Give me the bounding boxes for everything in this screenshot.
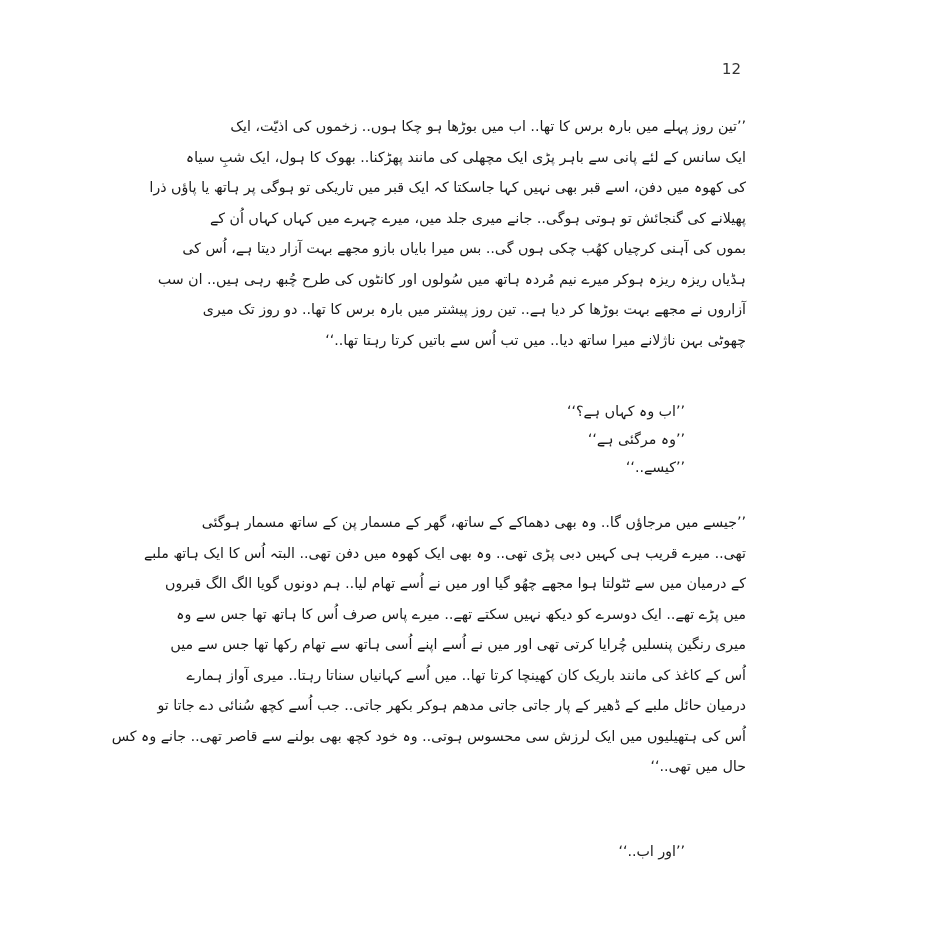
paragraph-line: کے درمیان میں سے ٹٹولتا ہوا مجھے چھُو گیا اور میں نے اُسے تھام لیا.. ہم دونوں گویا الگ الگ قبروں <box>165 576 746 592</box>
paragraph-1 <box>149 112 746 356</box>
dialogue-line-4: ’’اور اب..‘‘ <box>618 844 685 860</box>
paragraph-line: ایک سانس کے لئے پانی سے باہر پڑی ایک مچھلی کی مانند پھڑکنا.. بھوک کا ہول، ایک شبِ سیاہ <box>185 149 746 166</box>
paragraph-line: میری رنگین پنسلیں چُرایا کرتی تھی اور میں نے اُسے اپنے اُسی ہاتھ سے تھام رکھا تھا جس سے میں <box>170 637 746 653</box>
paragraph-line: پھیلانے کی گنجائش تو ہوتی ہوگی.. جانے میری جلد میں، میرے چہرے میں کہاں کہاں اُن کے <box>209 210 746 227</box>
dialogue-line-3: ’’کیسے..‘‘ <box>625 460 685 476</box>
paragraph-line: اُس کے کاغذ کی مانند باریک کان کھینچا کرتا تھا.. میں اُسے کہانیاں سناتا رہتا.. میری آواز ہمارے <box>186 667 746 684</box>
paragraph-line: اُس کی ہتھیلیوں میں ایک لرزش سی محسوس ہوتی.. وہ خود کچھ بھی بولنے سے قاصر تھی.. جانے وہ کس <box>111 728 746 745</box>
paragraph-line: تھی.. میرے قریب ہی کہیں دبی پڑی تھی.. وہ بھی ایک کھوہ میں دفن تھی.. البتہ اُس کا ایک ہاتھ ملبے <box>143 545 746 562</box>
paragraph-line: آزاروں نے مجھے بہت بوڑھا کر دیا ہے.. تین روز پیشتر میں بارہ برس کا تھا.. دو روز تک میری <box>202 302 746 318</box>
paragraph-line: ’’تین روز پہلے میں بارہ برس کا تھا.. اب میں بوڑھا ہو چکا ہوں.. زخموں کی اذیّت، ایک <box>230 119 746 135</box>
paragraph-2 <box>111 508 746 783</box>
paragraph-line: ’’جیسے میں مرجاؤں گا.. وہ بھی دھماکے کے ساتھ، گھر کے مسمار پن کے ساتھ مسمار ہوگئی <box>201 515 746 531</box>
dialogue-line-2: ’’وہ مرگئی ہے‘‘ <box>587 432 685 448</box>
paragraph-line: بموں کی آہنی کرچیاں کھُب چکی ہوں گی.. بس میرا بایاں بازو مجھے بہت آزار دیتا ہے، اُس کی <box>182 241 746 257</box>
paragraph-line: چھوٹی بہن ناژلانے میرا ساتھ دیا.. میں تب اُس سے باتیں کرتا رہتا تھا..‘‘ <box>325 332 746 349</box>
paragraph-line: کی کھوہ میں دفن، اسے قبر بھی نہیں کہا جاسکتا کہ ایک قبر میں تاریکی تو ہوگی پر ہاتھ یا پاؤں ذرا <box>149 180 746 196</box>
paragraph-line: حال میں تھی..‘‘ <box>650 759 746 775</box>
paragraph-line: میں پڑے تھے.. ایک دوسرے کو دیکھ نہیں سکتے تھے.. میرے پاس صرف اُس کا ہاتھ تھا جس سے وہ <box>176 606 746 623</box>
page-number: 12 <box>721 60 741 78</box>
dialogue-line-1: ’’اب وہ کہاں ہے؟‘‘ <box>567 404 685 420</box>
paragraph-line: درمیان حائل ملبے کے ڈھیر کے پار جاتی جاتی مدھم ہوکر بکھر جاتی.. جب اُسے کچھ سُنائی دے جاتا تو <box>157 698 746 714</box>
paragraph-line: ہڈیاں ریزہ ریزہ ہوکر میرے نیم مُردہ ہاتھ میں سُولوں اور کانٹوں کی طرح چُبھ رہی ہیں.. ان سب <box>157 271 746 288</box>
